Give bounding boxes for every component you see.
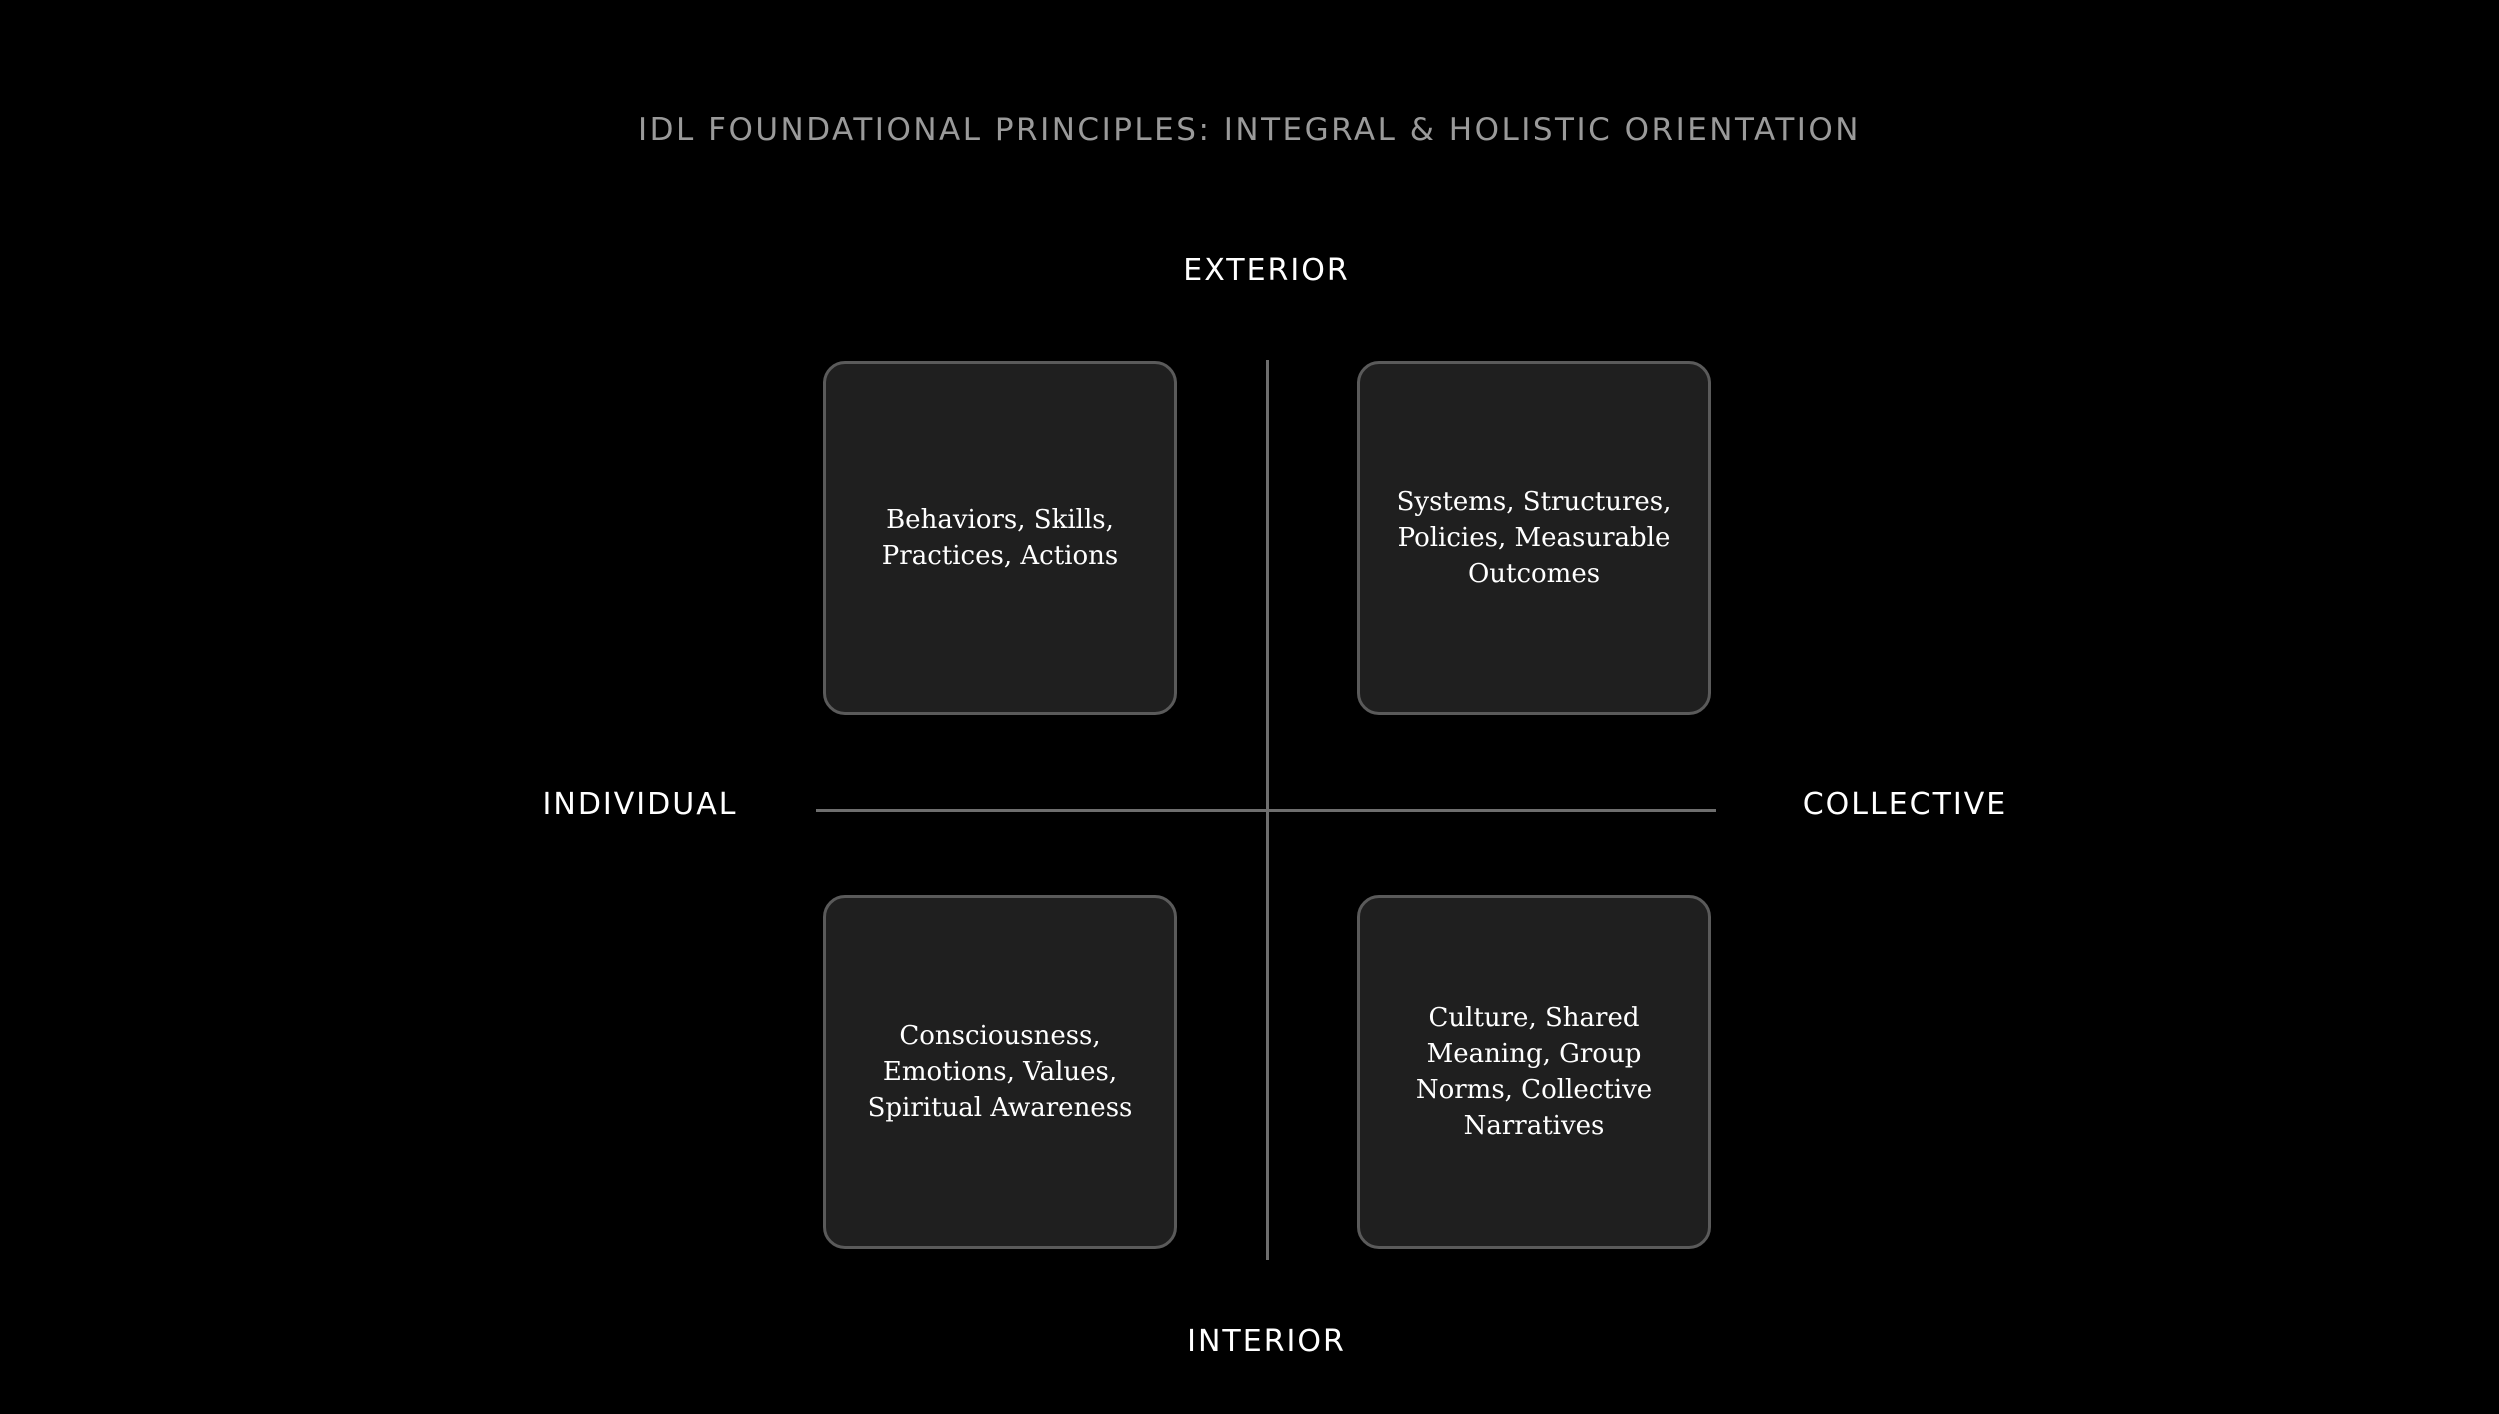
axis-label-individual: INDIVIDUAL	[542, 787, 738, 822]
quadrant-top-left	[823, 361, 1177, 715]
quadrant-top-right	[1357, 361, 1711, 715]
quadrant-bottom-right	[1357, 895, 1711, 1249]
quadrant-bottom-left	[823, 895, 1177, 1249]
quadrant-bottom-left-text: Consciousness, Emotions, Values, Spiritual Awareness	[867, 1021, 1133, 1123]
quadrant-bottom-right-text: Culture, Shared Meaning, Group Norms, Collective Narratives	[1415, 1003, 1653, 1141]
page-title: IDL FOUNDATIONAL PRINCIPLES: INTEGRAL & HOLISTIC ORIENTATION	[637, 112, 1861, 148]
axis-label-interior: INTERIOR	[1187, 1324, 1346, 1359]
axis-label-exterior: EXTERIOR	[1183, 253, 1350, 288]
quadrant-top-right-text: Systems, Structures, Policies, Measurable Outcomes	[1396, 487, 1672, 589]
axis-label-collective: COLLECTIVE	[1802, 787, 2008, 822]
horizontal-axis-line	[816, 809, 1716, 812]
quadrant-top-left-text: Behaviors, Skills, Practices, Actions	[881, 505, 1119, 571]
